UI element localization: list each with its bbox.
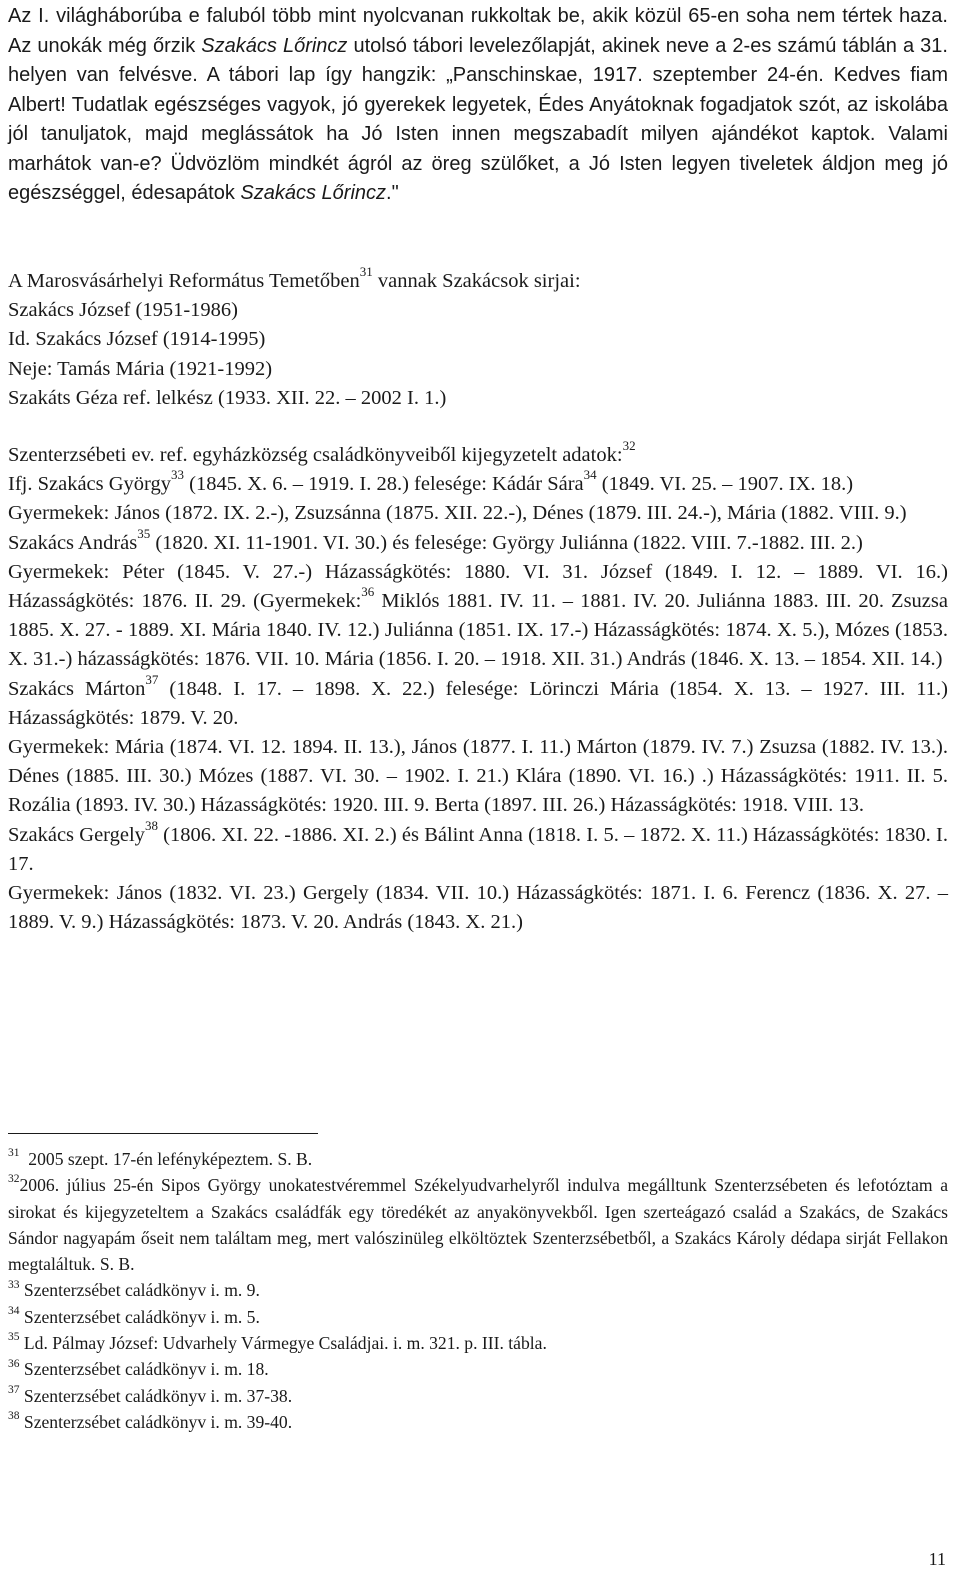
footnote-text: Ld. Pálmay József: Udvarhely Vármegye Családjai. i. m. 321. p. III. tábla.	[23, 1333, 547, 1354]
footnote-text: Szenterzsébet caládkönyv i. m. 9.	[23, 1280, 260, 1301]
text-run: Szakács András	[8, 531, 138, 554]
text-run: (1820. XI. 11-1901. VI. 30.) és felesége: György Juliánna (1822. VIII. 7.-1882. III. 2.)	[150, 531, 863, 554]
footnote-ref: 35	[137, 525, 151, 541]
footnote	[8, 1409, 948, 1435]
text-run: (1845. X. 6. – 1919. I. 28.) felesége: Kádár Sára	[184, 473, 584, 496]
footnote-number: 31	[8, 1147, 20, 1160]
footnotes	[8, 1146, 948, 1435]
footnote-number: 34	[8, 1304, 20, 1317]
footnote	[8, 1304, 948, 1330]
heading-text: Szenterzsébeti ev. ref. egyházközség családkönyveiből kijegyzetelt adatok:	[8, 444, 623, 466]
footnote-number: 37	[8, 1383, 20, 1396]
footnote	[8, 1383, 948, 1409]
footnote-number: 36	[8, 1357, 20, 1370]
footnote-text: 2005 szept. 17-én lefényképeztem. S. B.	[28, 1149, 313, 1169]
text-run: Gyermekek: Péter (1845. V. 27.-) Házasságkötés: 1880. VI. 31. József (1849. I. 12. – 1889. VI. 16.) Házasságkötés: 1876. II. 29. (Gyermekek:	[8, 560, 948, 613]
heading-tail: vannak Szakácsok sirjai:	[372, 270, 581, 292]
footnote-number: 33	[8, 1278, 20, 1291]
graves-section	[8, 264, 948, 413]
italic-name: Szakács Lőrincz	[240, 182, 387, 204]
footnote-text: Szenterzsébet caládkönyv i. m. 18.	[23, 1359, 269, 1380]
footnote-ref: 38	[144, 817, 158, 833]
heading-text: A Marosvásárhelyi Református Temetőben	[8, 270, 360, 292]
footnote-number: 32	[8, 1173, 20, 1186]
text-run: Miklós 1881. IV. 11. – 1881. IV. 20. Juliánna 1883. III. 20. Zsuzsa 1885. X. 27. - 1889. XI. Mária 1840. IV. 12.) Juliánna (1851. IX. 17.-) Házasságkötés: 1874. X. 5.), Mózes (1853. X. 31.-) házasságkötés: 1876. VII. 10. Mária (1856. I. 20. – 1918. XII. 31.) András (1846. X. 13. – 1854. XII. 14.)	[8, 590, 948, 671]
footnote-number: 38	[8, 1410, 20, 1423]
registry-entry: Gyermekek: János (1872. IX. 2.-), Zsuzsánna (1875. XII. 22.-), Dénes (1879. III. 24.-), Mária (1882. VIII. 9.)	[8, 502, 907, 525]
grave-line: Szakáts Géza ref. lelkész (1933. XII. 22. – 2002 I. 1.)	[8, 386, 447, 409]
registry-section	[8, 438, 948, 937]
registry-entry	[8, 558, 948, 675]
grave-line: Id. Szakács József (1914-1995)	[8, 328, 266, 351]
italic-name: Szakács Lőrincz	[201, 34, 348, 57]
text-run: Szakács Gergely	[8, 823, 145, 846]
registry-entry: Gyermekek: János (1832. VI. 23.) Gergely (1834. VII. 10.) Házasságkötés: 1871. I. 6. Ferencz (1836. X. 27. – 1889. V. 9.) Házasságkötés: 1873. V. 20. András (1843. X. 21.)	[8, 882, 948, 934]
footnote	[8, 1172, 948, 1277]
letter-paragraph	[8, 2, 948, 209]
registry-entry	[8, 467, 948, 499]
graves-heading	[8, 264, 948, 296]
text-run: Az I. világháborúba e faluból több mint nyolcvanan rukkoltak be, akik közül 65-en soha nem tértek haza. Az unokák még őrzik	[8, 5, 948, 57]
footnote-ref: 33	[171, 467, 185, 483]
registry-heading	[8, 438, 948, 470]
footnote	[8, 1356, 948, 1382]
registry-entry	[8, 671, 948, 733]
text-run: (1849. VI. 25. – 1907. IX. 18.)	[596, 473, 854, 496]
text-run: Szakács Márton	[8, 677, 146, 700]
footnote	[8, 1330, 948, 1356]
text-run: Ifj. Szakács György	[8, 473, 172, 496]
footnote-text: Szenterzsébet caládkönyv i. m. 39-40.	[23, 1411, 293, 1432]
footnote-text: Szenterzsébet caládkönyv i. m. 37-38.	[23, 1385, 293, 1406]
footnote-ref: 37	[145, 671, 159, 687]
footnote-separator	[8, 1133, 318, 1134]
text-run: (1848. I. 17. – 1898. X. 22.) felesége: Lörinczi Mária (1854. X. 13. – 1927. III. 11.) Házasságkötés: 1879. V. 20.	[8, 677, 948, 729]
registry-entry	[8, 525, 948, 558]
footnote-text: Szenterzsébet caládkönyv i. m. 5.	[23, 1306, 260, 1327]
footnote-number: 35	[8, 1331, 20, 1344]
text-run: (1806. XI. 22. -1886. XI. 2.) és Bálint Anna (1818. I. 5. – 1872. X. 11.) Házasságkötés: 1830. I. 17.	[8, 823, 948, 875]
grave-line: Neje: Tamás Mária (1921-1992)	[8, 357, 273, 380]
footnote-ref: 31	[359, 264, 373, 280]
registry-entry: Gyermekek: Mária (1874. VI. 12. 1894. II. 13.), János (1877. I. 11.) Márton (1879. IV. 7.) Zsuzsa (1882. IV. 13.). Dénes (1885. III. 30.) Mózes (1887. VI. 30. – 1902. I. 21.) Klára (1890. VI. 16.) .) Házasságkötés: 1911. II. 5. Rozália (1893. IV. 30.) Házasságkötés: 1920. III. 9. Berta (1897. III. 26.) Házasságkötés: 1918. VIII. 13.	[8, 736, 948, 817]
footnote-ref: 32	[622, 438, 636, 454]
text-run: ."	[386, 182, 399, 204]
footnote	[8, 1277, 948, 1303]
footnote-ref: 34	[583, 467, 597, 483]
grave-line: Szakács József (1951-1986)	[8, 299, 238, 322]
text-run: utolsó tábori levelezőlapját, akinek neve a 2-es számú táblán a 31. helyen van felvésve. A tábori lap így hangzik: „Panschinskae, 1917. szeptember 24-én. Kedves fiam Albert! Tudatlak egészséges vagyok, jó gyerekek legyetek, Édes Anyátoknak fogadjatok szót, az iskolába jól tanuljatok, majd meglássátok ha Jó Isten innen megszabadít milyen ajándékot kaptok. Valami marhátok van-e? Üdvözlöm mindkét ágról az öreg szülőket, a Jó Isten legyen tiveletek áldjon meg jó egészséggel, édesapátok	[8, 34, 948, 204]
footnote	[8, 1146, 948, 1172]
footnote-ref: 36	[361, 584, 375, 600]
registry-entry	[8, 817, 948, 879]
page-number: 11	[928, 1549, 946, 1569]
footnote-text: 2006. július 25-én Sipos György unokatestvéremmel Székelyudvarhelyről indulva megálltunk Szenterzsébeten és lefotóztam a sirokat és kijegyzeteltem a Szakács családfák egy töredékét az anyakönyvekből. Igen szerteágazó család a Szakács, de Szakács Sándor nagyapám őseit nem találtam meg, mert valószinüleg elköltöztek Szenterzsébetből, a Szakács Károly dédapa sirját Fellakon megtaláltuk. S. B.	[8, 1175, 948, 1275]
